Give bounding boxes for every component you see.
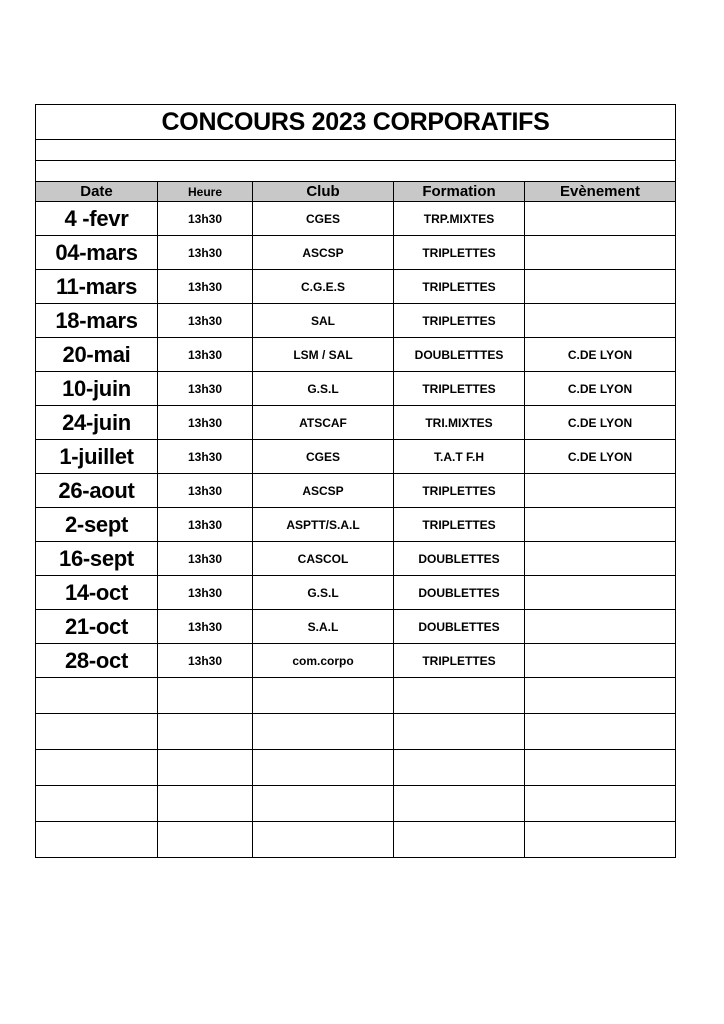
heure-cell: 13h30 xyxy=(158,542,253,576)
document-title: CONCOURS 2023 CORPORATIFS xyxy=(36,105,676,140)
date-cell: 24-juin xyxy=(36,406,158,440)
table-row xyxy=(36,304,676,338)
table-row xyxy=(36,372,676,406)
heure-cell: 13h30 xyxy=(158,576,253,610)
header-evenement: Evènement xyxy=(525,182,676,202)
empty-cell xyxy=(394,714,525,750)
schedule-table xyxy=(35,104,676,858)
evenement-cell xyxy=(525,542,676,576)
empty-cell xyxy=(36,822,158,858)
evenement-cell xyxy=(525,644,676,678)
empty-row xyxy=(36,786,676,822)
empty-cell xyxy=(253,750,394,786)
empty-cell xyxy=(253,822,394,858)
formation-cell: TRIPLETTES xyxy=(394,508,525,542)
empty-cell xyxy=(253,678,394,714)
heure-cell: 13h30 xyxy=(158,304,253,338)
empty-row xyxy=(36,822,676,858)
heure-cell: 13h30 xyxy=(158,270,253,304)
formation-cell: TRP.MIXTES xyxy=(394,202,525,236)
club-cell: G.S.L xyxy=(253,372,394,406)
date-cell: 28-oct xyxy=(36,644,158,678)
heure-cell: 13h30 xyxy=(158,236,253,270)
date-cell: 21-oct xyxy=(36,610,158,644)
date-cell: 1-juillet xyxy=(36,440,158,474)
empty-row xyxy=(36,750,676,786)
empty-cell xyxy=(525,678,676,714)
empty-cell xyxy=(394,750,525,786)
formation-cell: TRIPLETTES xyxy=(394,270,525,304)
evenement-cell: C.DE LYON xyxy=(525,338,676,372)
header-formation: Formation xyxy=(394,182,525,202)
table-row xyxy=(36,542,676,576)
formation-cell: TRI.MIXTES xyxy=(394,406,525,440)
date-cell: 16-sept xyxy=(36,542,158,576)
empty-cell xyxy=(525,750,676,786)
evenement-cell xyxy=(525,202,676,236)
club-cell: ASCSP xyxy=(253,236,394,270)
table-row xyxy=(36,508,676,542)
empty-cell xyxy=(158,822,253,858)
empty-cell xyxy=(394,822,525,858)
formation-cell: TRIPLETTES xyxy=(394,304,525,338)
empty-cell xyxy=(525,822,676,858)
club-cell: CGES xyxy=(253,440,394,474)
empty-cell xyxy=(394,678,525,714)
date-cell: 14-oct xyxy=(36,576,158,610)
club-cell: ASCSP xyxy=(253,474,394,508)
club-cell: ASPTT/S.A.L xyxy=(253,508,394,542)
table-row xyxy=(36,440,676,474)
date-cell: 4 -fevr xyxy=(36,202,158,236)
table-row xyxy=(36,474,676,508)
empty-cell xyxy=(36,714,158,750)
header-club: Club xyxy=(253,182,394,202)
evenement-cell xyxy=(525,610,676,644)
date-cell: 20-mai xyxy=(36,338,158,372)
empty-cell xyxy=(36,678,158,714)
date-cell: 04-mars xyxy=(36,236,158,270)
club-cell: G.S.L xyxy=(253,576,394,610)
heure-cell: 13h30 xyxy=(158,440,253,474)
blank-cell xyxy=(36,161,676,182)
table-row xyxy=(36,576,676,610)
club-cell: SAL xyxy=(253,304,394,338)
club-cell: S.A.L xyxy=(253,610,394,644)
empty-cell xyxy=(525,786,676,822)
club-cell: LSM / SAL xyxy=(253,338,394,372)
table-row xyxy=(36,406,676,440)
evenement-cell xyxy=(525,576,676,610)
empty-row xyxy=(36,678,676,714)
formation-cell: DOUBLETTES xyxy=(394,542,525,576)
empty-cell xyxy=(525,714,676,750)
heure-cell: 13h30 xyxy=(158,406,253,440)
formation-cell: DOUBLETTTES xyxy=(394,338,525,372)
formation-cell: TRIPLETTES xyxy=(394,236,525,270)
empty-cell xyxy=(36,786,158,822)
club-cell: CGES xyxy=(253,202,394,236)
club-cell: C.G.E.S xyxy=(253,270,394,304)
empty-cell xyxy=(394,786,525,822)
empty-cell xyxy=(158,678,253,714)
blank-row xyxy=(36,161,676,182)
heure-cell: 13h30 xyxy=(158,372,253,406)
heure-cell: 13h30 xyxy=(158,474,253,508)
table-row xyxy=(36,610,676,644)
header-heure: Heure xyxy=(158,182,253,202)
heure-cell: 13h30 xyxy=(158,202,253,236)
blank-cell xyxy=(36,140,676,161)
date-cell: 11-mars xyxy=(36,270,158,304)
formation-cell: TRIPLETTES xyxy=(394,644,525,678)
evenement-cell xyxy=(525,236,676,270)
evenement-cell xyxy=(525,270,676,304)
heure-cell: 13h30 xyxy=(158,338,253,372)
club-cell: com.corpo xyxy=(253,644,394,678)
table-row xyxy=(36,338,676,372)
club-cell: ATSCAF xyxy=(253,406,394,440)
empty-cell xyxy=(36,750,158,786)
evenement-cell: C.DE LYON xyxy=(525,372,676,406)
date-cell: 18-mars xyxy=(36,304,158,338)
formation-cell: TRIPLETTES xyxy=(394,474,525,508)
formation-cell: DOUBLETTES xyxy=(394,610,525,644)
evenement-cell xyxy=(525,474,676,508)
empty-cell xyxy=(158,786,253,822)
header-date: Date xyxy=(36,182,158,202)
empty-cell xyxy=(253,714,394,750)
header-row xyxy=(36,182,676,202)
formation-cell: DOUBLETTES xyxy=(394,576,525,610)
evenement-cell: C.DE LYON xyxy=(525,440,676,474)
date-cell: 10-juin xyxy=(36,372,158,406)
club-cell: CASCOL xyxy=(253,542,394,576)
table-row xyxy=(36,202,676,236)
empty-row xyxy=(36,714,676,750)
table-row xyxy=(36,236,676,270)
blank-row xyxy=(36,140,676,161)
title-row xyxy=(36,105,676,140)
date-cell: 2-sept xyxy=(36,508,158,542)
table-row xyxy=(36,644,676,678)
heure-cell: 13h30 xyxy=(158,508,253,542)
evenement-cell xyxy=(525,508,676,542)
empty-cell xyxy=(253,786,394,822)
heure-cell: 13h30 xyxy=(158,610,253,644)
evenement-cell xyxy=(525,304,676,338)
table-row xyxy=(36,270,676,304)
heure-cell: 13h30 xyxy=(158,644,253,678)
evenement-cell: C.DE LYON xyxy=(525,406,676,440)
empty-cell xyxy=(158,750,253,786)
formation-cell: T.A.T F.H xyxy=(394,440,525,474)
empty-cell xyxy=(158,714,253,750)
formation-cell: TRIPLETTES xyxy=(394,372,525,406)
date-cell: 26-aout xyxy=(36,474,158,508)
